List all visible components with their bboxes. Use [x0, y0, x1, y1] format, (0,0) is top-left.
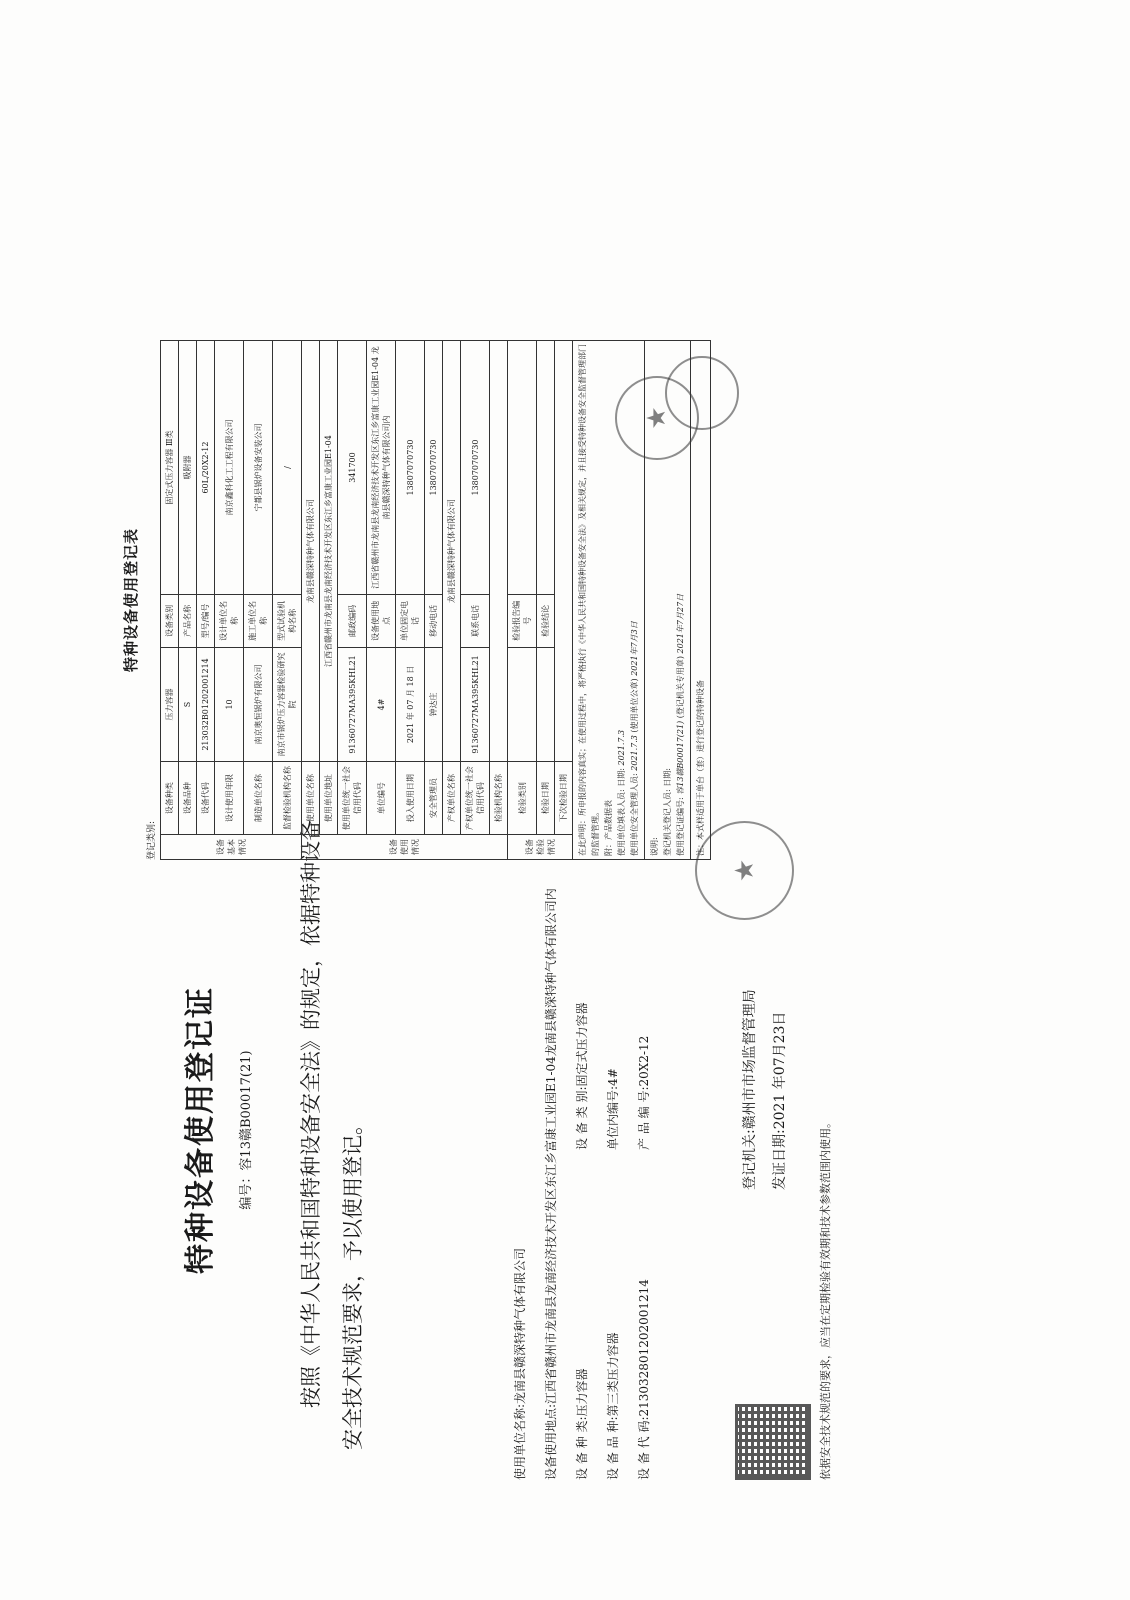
table-row — [273, 341, 302, 860]
issue-date-value: 2021 年07月23日 — [772, 1011, 788, 1130]
official-seal-icon: ★ — [695, 821, 794, 920]
table-cell: 南京鑫科化工工程有限公司 — [215, 341, 244, 595]
table-row — [302, 341, 320, 860]
table-cell: 使用单位统一社会信用代码 — [338, 762, 367, 835]
user-name-label: 使用单位名称: — [513, 1403, 527, 1480]
table-cell — [537, 647, 555, 761]
applicant-date-label: 日期: — [617, 768, 626, 787]
table-row — [443, 341, 461, 860]
type-value: :压力容器 — [575, 1368, 589, 1421]
table-row — [537, 341, 555, 860]
table-cell: 固定式压力容器 Ⅲ类 — [161, 341, 179, 595]
authority-value: 赣州市市场监督管理局 — [742, 989, 758, 1130]
table-cell: 检验机构名称 — [490, 762, 508, 835]
table-cell: 13807070730 — [461, 341, 490, 595]
table-cell: 移动电话 — [425, 595, 443, 648]
table-cell — [555, 341, 573, 762]
certificate-basis: 按照《中华人民共和国特种设备安全法》的规定，依据特种设备安全技术规范要求，予以使用登记。 — [299, 820, 365, 1450]
table-row — [197, 341, 215, 860]
user-name-value: 龙南县赣深特种气体有限公司 — [513, 1247, 527, 1404]
basic-section-label: 设备基本情况 — [161, 835, 302, 860]
table-row — [161, 341, 179, 860]
authority-seal-date: 2021年7月27日 — [676, 593, 685, 654]
table-row — [461, 341, 490, 860]
issue-date-label: 发证日期: — [772, 1129, 788, 1190]
table-row — [320, 341, 338, 860]
category-label: 设 备 类 别 — [575, 1090, 589, 1150]
table-cell: 邮政编码 — [338, 595, 367, 648]
table-cell: 龙南县赣深特种气体有限公司 — [443, 341, 461, 762]
table-cell: 213032B0120200121​4 — [197, 647, 215, 761]
table-cell: 江西省赣州市龙南县龙南经济技术开发区东江乡富康工业园E1-04 — [320, 341, 338, 762]
table-row — [179, 341, 197, 860]
table-cell: 检验类别 — [508, 762, 537, 835]
unit-seal-date: 2021年7月3日 — [630, 621, 639, 676]
table-cell: 投入使用日期 — [396, 762, 425, 835]
table-cell: 91360727MA395KHL21 — [461, 647, 490, 761]
table-cell: 设备种类 — [161, 762, 179, 835]
form-category-line: 登记类别: — [147, 820, 157, 860]
manager-label: 使用单位安全管理人员: — [630, 773, 639, 856]
table-cell: 2021 年 07 月 18 日 — [396, 647, 425, 761]
attachment-text: 附：产品数据表 — [604, 800, 613, 856]
table-cell: 型式试验机构名称 — [273, 595, 302, 648]
unit-seal-label: (使用单位公章) — [630, 678, 639, 733]
applicant-date: 2021.7.3 — [617, 729, 626, 766]
form-title: 特种设备使用登记表 — [122, 528, 140, 673]
usage-section-label: 设备使用情况 — [302, 835, 508, 860]
table-cell: 施工单位名称 — [244, 595, 273, 648]
table-row — [396, 341, 425, 860]
registrar-label: 登记机关登记人员: — [663, 789, 672, 856]
table-cell: 南京奥恒锅炉有限公司 — [244, 647, 273, 761]
note-label: 说明: — [650, 837, 659, 856]
certificate-title: 特种设备使用登记证 — [183, 986, 218, 1274]
reg-no-value: 容13赣B00017(21) — [676, 720, 685, 795]
certificate-fields — [505, 820, 660, 1480]
table-cell: 4# — [367, 647, 396, 761]
company-seal-icon: ★ — [615, 376, 699, 460]
table-cell: 产品名称 — [179, 595, 197, 648]
certificate-footer: 依据安全技术规范的要求，应当在定期检验有效期和技术参数范围内使用。 — [819, 1117, 832, 1480]
registration-form — [122, 340, 740, 860]
table-row — [555, 341, 573, 860]
table-row — [244, 341, 273, 860]
table-cell: 13807070730 — [396, 341, 425, 595]
table-row — [490, 341, 508, 860]
unit-no-value: :4# — [606, 1068, 620, 1090]
table-row — [215, 341, 244, 860]
table-cell: 设备品种 — [179, 762, 197, 835]
table-cell: 南京市锅炉压力容器检验研究院 — [273, 647, 302, 761]
location-value: 江西省赣州市龙南县龙南经济技术开发区东江乡富康工业园E1-04龙南县赣深特种气体有限公司内 — [544, 888, 558, 1404]
table-cell — [490, 341, 508, 762]
table-cell: S — [179, 647, 197, 761]
table-cell: 设计单位名称 — [215, 595, 244, 648]
table-cell: 设备代码 — [197, 762, 215, 835]
table-cell: 设备使用地点 — [367, 595, 396, 648]
reg-no-label: 使用登记证编号: — [676, 797, 685, 856]
variety-label: 设 备 品 种 — [606, 1420, 620, 1480]
code-value: :21303280120200121​4 — [637, 1279, 651, 1421]
table-cell — [537, 341, 555, 595]
table-cell: 联系电话 — [461, 595, 490, 648]
table-cell: 10 — [215, 647, 244, 761]
form-note: 注：本式样适用于单台（套）进行登记的特种设备 — [691, 341, 711, 860]
table-cell: 13807070730 — [425, 341, 443, 595]
table-cell: 压力容器 — [161, 647, 179, 761]
table-row — [367, 341, 396, 860]
table-cell: 设备类别 — [161, 595, 179, 648]
table-cell: 安全管理员 — [425, 762, 443, 835]
table-cell — [508, 341, 537, 595]
authority-label: 登记机关: — [742, 1129, 758, 1190]
table-cell: 341700 — [338, 341, 367, 595]
table-cell: 检验日期 — [537, 762, 555, 835]
table-cell: 下次检验日期 — [555, 762, 573, 835]
table-cell: 60L/20X2-12 — [197, 341, 215, 595]
table-cell: 钟达庄 — [425, 647, 443, 761]
table-row — [425, 341, 443, 860]
table-cell: 吸附器 — [179, 341, 197, 595]
registrar-date-label: 日期: — [663, 768, 672, 787]
declaration-text: 在此声明：所申报的内容真实；在使用过程中，将严格执行《中华人民共和国特种设备安全法》及相关规定，并且接受特种设备安全监督管理部门的监督管理。 — [578, 344, 600, 856]
certificate-number: 编号：容13赣B00017(21) — [239, 1050, 254, 1210]
table-cell: 使用单位名称 — [302, 762, 320, 835]
table-cell: 使用单位地址 — [320, 762, 338, 835]
product-no-label: 产 品 编 号 — [637, 1090, 651, 1150]
table-cell: 宁都县锅炉设备安装公司 — [244, 341, 273, 595]
applicant-label: 使用单位填表人员: — [617, 789, 626, 856]
table-cell: 单位编号 — [367, 762, 396, 835]
unit-no-label: 单位内编号 — [606, 1089, 620, 1150]
table-cell: 产权单位统一社会信用代码 — [461, 762, 490, 835]
table-cell: / — [273, 341, 302, 595]
table-cell: 产权单位名称 — [443, 762, 461, 835]
table-cell: 设计使用年限 — [215, 762, 244, 835]
table-cell: 型号/编号 — [197, 595, 215, 648]
table-row — [508, 341, 537, 860]
category-value: :固定式压力容器 — [575, 1002, 589, 1091]
table-cell: 检验报告编号 — [508, 595, 537, 648]
inspection-section-label: 设备检验情况 — [508, 835, 573, 860]
qr-code-icon — [735, 1404, 811, 1480]
table-row — [338, 341, 367, 860]
table-cell: 制造单位名称 — [244, 762, 273, 835]
product-no-value: :20X2-12 — [637, 1035, 651, 1091]
table-cell — [508, 647, 537, 761]
location-label: 设备使用地点: — [544, 1403, 558, 1480]
table-cell: 检验结论 — [537, 595, 555, 648]
table-cell: 单位固定电话 — [396, 595, 425, 648]
table-cell: 监督检验机构名称 — [273, 762, 302, 835]
code-label: 设 备 代 码 — [637, 1420, 651, 1480]
table-cell: 龙南县赣深特种气体有限公司 — [302, 341, 320, 762]
type-label: 设 备 种 类 — [575, 1420, 589, 1480]
authority-seal-label: (登记机关专用章) — [676, 656, 685, 719]
variety-value: :第三类压力容器 — [606, 1332, 620, 1421]
manager-date: 2021.7.3 — [630, 735, 639, 771]
table-cell: 江西省赣州市龙南县龙南经济技术开发区东江乡富康工业园E1-04 龙南县赣深特种气体有限公司内 — [367, 341, 396, 595]
authority-seal-icon — [665, 356, 739, 430]
table-cell: 91360727MA395KHL21 — [338, 647, 367, 761]
